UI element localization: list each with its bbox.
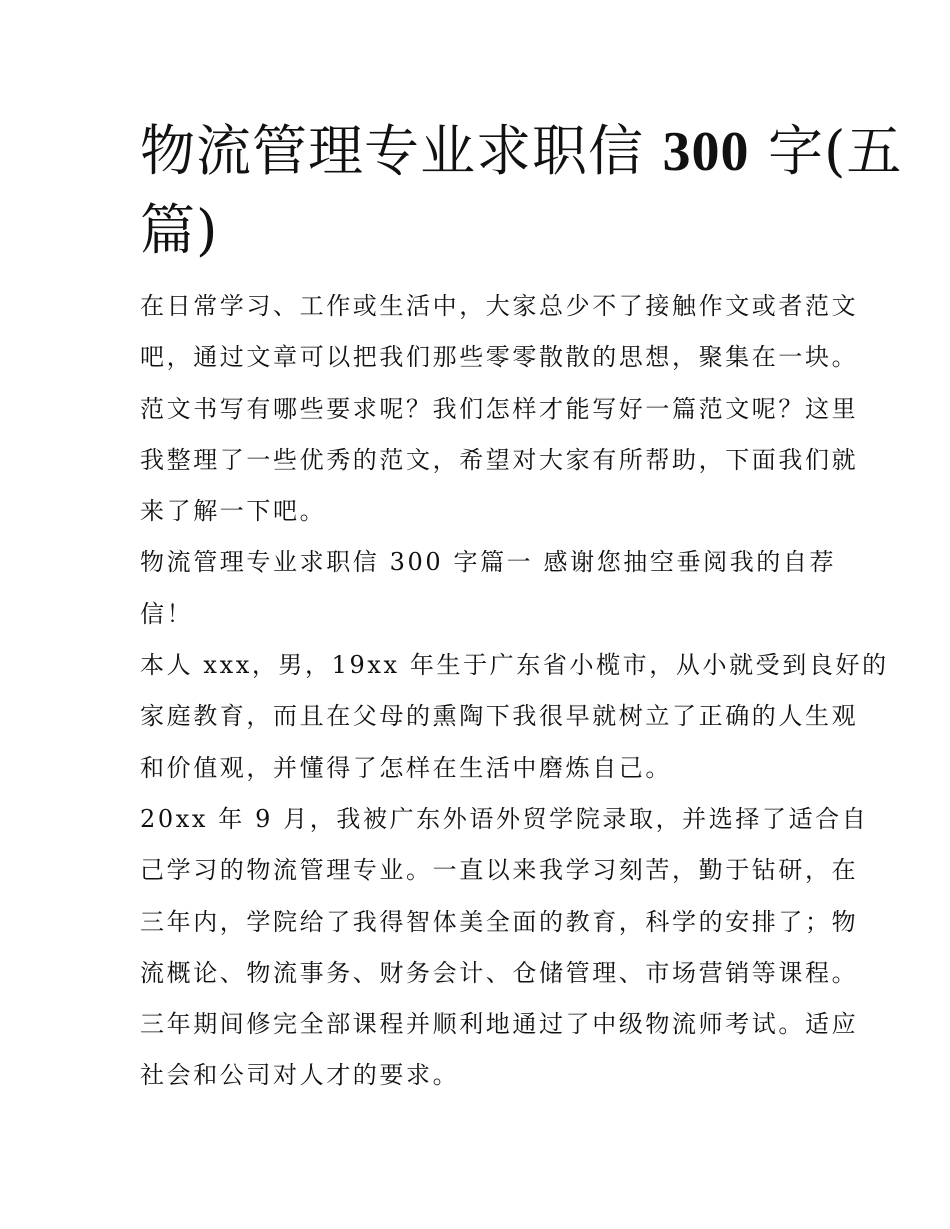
- title-text-part: 物流管理专业求职信: [140, 119, 663, 183]
- paragraph-intro: [140, 281, 859, 537]
- paragraph-education: [140, 794, 869, 1102]
- text-line: 三年期间修完全部课程并顺利地通过了中级物流师考试。适应: [140, 1010, 859, 1039]
- text-line: 在日常学习、工作或生活中，大家总少不了接触作文或者范文: [140, 292, 859, 320]
- title-line-2: 篇): [140, 198, 219, 262]
- document-body: [140, 281, 889, 1102]
- text-line: 流概论、物流事务、财务会计、仓储管理、市场营销等课程。: [140, 958, 859, 987]
- text-line: 本人 xxx，男，19xx 年生于广东省小榄市，从小就受到良好的: [140, 651, 889, 680]
- text-line: 范文书写有哪些要求呢？我们怎样才能写好一篇范文呢？这里: [140, 394, 859, 423]
- text-line: 家庭教育，而且在父母的熏陶下我很早就树立了正确的人生观: [140, 702, 859, 731]
- text-line: 20xx 年 9 月，我被广东外语外贸学院录取，并选择了适合自: [140, 804, 869, 833]
- text-line: 信！: [140, 599, 194, 628]
- paragraph-letter-heading: [140, 537, 837, 640]
- title-text-part: 字(五: [749, 119, 903, 183]
- text-line: 吧，通过文章可以把我们那些零零散散的思想，聚集在一块。: [140, 343, 859, 372]
- paragraph-personal-background: [140, 640, 889, 794]
- title-line-1: [140, 112, 903, 191]
- title-number: 300: [662, 121, 750, 183]
- text-line: 我整理了一些优秀的范文，希望对大家有所帮助，下面我们就: [140, 445, 859, 474]
- text-line: 物流管理专业求职信 300 字篇一 感谢您抽空垂阅我的自荐: [140, 548, 837, 577]
- text-line: 来了解一下吧。: [140, 497, 327, 526]
- text-line: 己学习的物流管理专业。一直以来我学习刻苦，勤于钻研，在: [140, 856, 859, 885]
- text-line: 社会和公司对人才的要求。: [140, 1061, 460, 1090]
- document-title: [140, 112, 903, 269]
- text-line: 三年内，学院给了我得智体美全面的教育，科学的安排了；物: [140, 907, 859, 936]
- text-line: 和价值观，并懂得了怎样在生活中磨炼自己。: [140, 753, 672, 782]
